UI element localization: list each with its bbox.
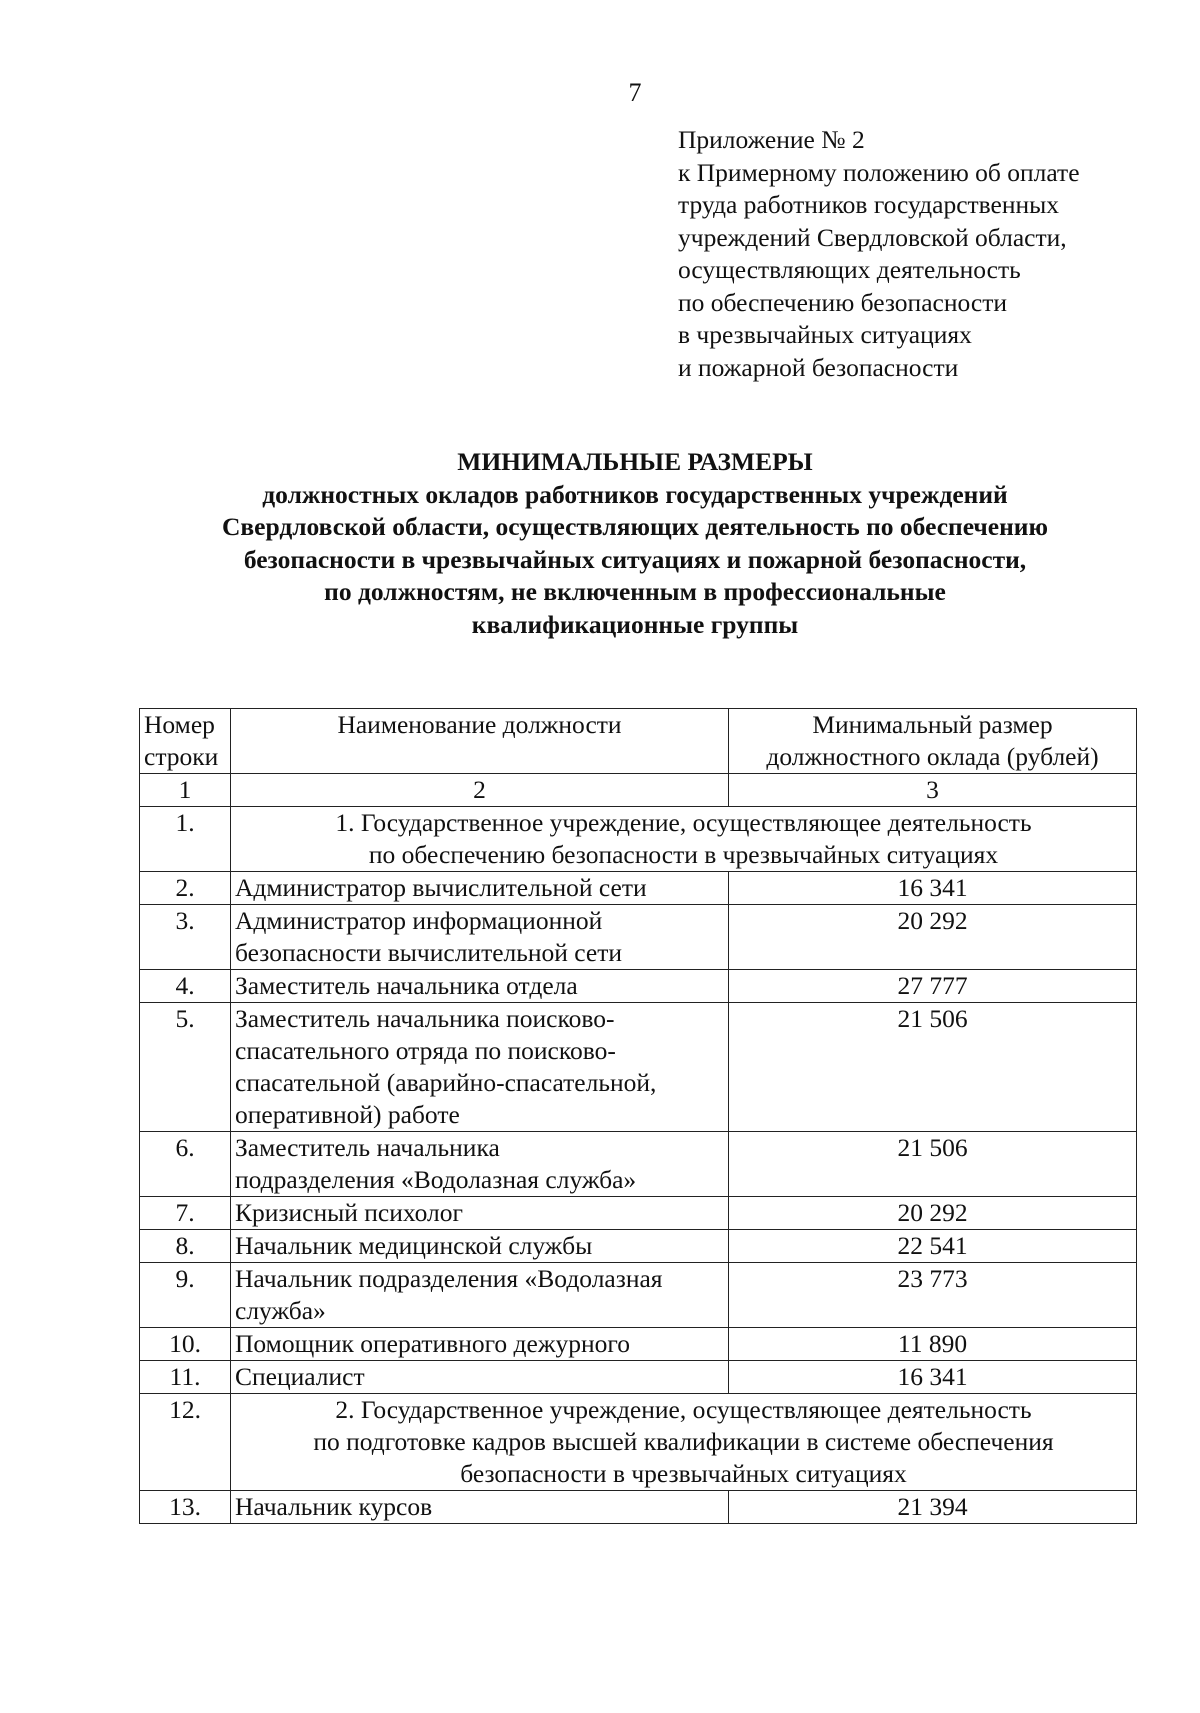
appendix-line: в чрезвычайных ситуациях bbox=[678, 320, 972, 349]
position-name-line: Кризисный психолог bbox=[235, 1198, 463, 1227]
position-name-line: спасательной (аварийно-спасательной, bbox=[235, 1068, 657, 1097]
appendix-line: по обеспечению безопасности bbox=[678, 287, 1007, 317]
position-name bbox=[231, 1491, 729, 1524]
position-name-line: Администратор вычислительной сети bbox=[235, 873, 647, 902]
minimum-salary: 20 292 bbox=[729, 905, 1137, 970]
header-text: Номер bbox=[144, 710, 215, 739]
position-name-line: Начальник курсов bbox=[235, 1492, 433, 1521]
table-row bbox=[140, 1003, 1137, 1132]
table-row bbox=[140, 1328, 1137, 1361]
table-row bbox=[140, 1230, 1137, 1263]
position-name bbox=[231, 1230, 729, 1263]
section-title-line: 1. Государственное учреждение, осуществляющее деятельность bbox=[335, 808, 1032, 837]
position-name bbox=[231, 872, 729, 905]
header-position-name bbox=[231, 709, 729, 774]
section-title-line: по обеспечению безопасности в чрезвычайных ситуациях bbox=[368, 840, 999, 869]
row-number: 5. bbox=[140, 1003, 231, 1132]
title-line: Свердловской области, осуществляющих деятельность по обеспечению bbox=[222, 512, 1048, 541]
row-number: 1. bbox=[140, 807, 231, 872]
header-text: строки bbox=[144, 742, 219, 771]
appendix-line: учреждений Свердловской области, bbox=[678, 222, 1067, 252]
appendix-line: труда работников государственных bbox=[678, 190, 1060, 219]
table-row bbox=[140, 905, 1137, 970]
row-number: 8. bbox=[140, 1230, 231, 1263]
minimum-salary: 23 773 bbox=[729, 1263, 1137, 1328]
title-line: безопасности в чрезвычайных ситуациях и пожарной безопасности, bbox=[243, 544, 1027, 574]
row-number: 12. bbox=[140, 1394, 231, 1491]
section-row bbox=[140, 1394, 1137, 1491]
position-name-line: спасательного отряда по поисково- bbox=[235, 1036, 616, 1065]
table-row bbox=[140, 1361, 1137, 1394]
position-name-line: Администратор информационной bbox=[235, 906, 603, 935]
position-name bbox=[231, 970, 729, 1003]
position-name-line: Помощник оперативного дежурного bbox=[235, 1329, 630, 1358]
table-row bbox=[140, 872, 1137, 905]
position-name bbox=[231, 1132, 729, 1197]
document-title bbox=[0, 446, 1200, 641]
salary-table bbox=[139, 708, 1137, 1524]
row-number: 2. bbox=[140, 872, 231, 905]
position-name-line: безопасности вычислительной сети bbox=[235, 938, 623, 967]
minimum-salary: 16 341 bbox=[729, 1361, 1137, 1394]
section-title-line: безопасности в чрезвычайных ситуациях bbox=[460, 1459, 907, 1488]
column-index: 1 bbox=[140, 774, 231, 807]
position-name-line: служба» bbox=[235, 1296, 326, 1325]
row-number: 11. bbox=[140, 1361, 231, 1394]
page-number: 7 bbox=[628, 78, 642, 107]
minimum-salary: 20 292 bbox=[729, 1197, 1137, 1230]
minimum-salary: 16 341 bbox=[729, 872, 1137, 905]
header-row-number bbox=[140, 709, 231, 774]
minimum-salary: 21 506 bbox=[729, 1132, 1137, 1197]
header-text: Наименование должности bbox=[337, 710, 622, 739]
minimum-salary: 22 541 bbox=[729, 1230, 1137, 1263]
column-index-row bbox=[140, 774, 1137, 807]
row-number: 13. bbox=[140, 1491, 231, 1524]
table-row bbox=[140, 970, 1137, 1003]
position-name-line: Заместитель начальника поисково- bbox=[235, 1004, 615, 1033]
position-name-line: Заместитель начальника bbox=[235, 1133, 500, 1162]
position-name bbox=[231, 1197, 729, 1230]
minimum-salary: 21 394 bbox=[729, 1491, 1137, 1524]
position-name bbox=[231, 1328, 729, 1361]
appendix-line: к Примерному положению об оплате bbox=[678, 157, 1080, 187]
appendix-line: и пожарной безопасности bbox=[678, 352, 959, 382]
table-row bbox=[140, 1132, 1137, 1197]
row-number: 4. bbox=[140, 970, 231, 1003]
appendix-line: осуществляющих деятельность bbox=[678, 255, 1021, 284]
header-text: должностного оклада (рублей) bbox=[766, 742, 1099, 771]
title-line: должностных окладов работников государственных учреждений bbox=[262, 479, 1008, 509]
section-title-line: 2. Государственное учреждение, осуществляющее деятельность bbox=[335, 1395, 1032, 1424]
position-name bbox=[231, 1263, 729, 1328]
position-name-line: Начальник подразделения «Водолазная bbox=[235, 1264, 663, 1293]
position-name-line: подразделения «Водолазная служба» bbox=[235, 1165, 637, 1194]
title-line: по должностям, не включенным в профессиональные bbox=[324, 577, 946, 606]
table-header-row bbox=[140, 709, 1137, 774]
title-line: МИНИМАЛЬНЫЕ РАЗМЕРЫ bbox=[457, 447, 813, 476]
header-minimum-salary bbox=[729, 709, 1137, 774]
table-body bbox=[140, 807, 1137, 1524]
minimum-salary: 27 777 bbox=[729, 970, 1137, 1003]
section-title bbox=[231, 807, 1137, 872]
column-index: 2 bbox=[231, 774, 729, 807]
table-row bbox=[140, 1491, 1137, 1524]
row-number: 6. bbox=[140, 1132, 231, 1197]
column-index: 3 bbox=[729, 774, 1137, 807]
table-row bbox=[140, 1263, 1137, 1328]
position-name-line: оперативной) работе bbox=[235, 1100, 460, 1129]
row-number: 3. bbox=[140, 905, 231, 970]
section-row bbox=[140, 807, 1137, 872]
row-number: 9. bbox=[140, 1263, 231, 1328]
position-name bbox=[231, 1003, 729, 1132]
section-title-line: по подготовке кадров высшей квалификации в системе обеспечения bbox=[313, 1427, 1054, 1456]
minimum-salary: 11 890 bbox=[729, 1328, 1137, 1361]
table-row bbox=[140, 1197, 1137, 1230]
position-name bbox=[231, 1361, 729, 1394]
minimum-salary: 21 506 bbox=[729, 1003, 1137, 1132]
section-title bbox=[231, 1394, 1137, 1491]
row-number: 7. bbox=[140, 1197, 231, 1230]
position-name-line: Специалист bbox=[235, 1362, 365, 1391]
appendix-line: Приложение № 2 bbox=[678, 125, 865, 154]
position-name-line: Заместитель начальника отдела bbox=[235, 971, 578, 1000]
position-name bbox=[231, 905, 729, 970]
row-number: 10. bbox=[140, 1328, 231, 1361]
title-line: квалификационные группы bbox=[471, 609, 799, 639]
position-name-line: Начальник медицинской службы bbox=[235, 1231, 593, 1260]
header-text: Минимальный размер bbox=[812, 710, 1053, 739]
appendix-reference bbox=[678, 124, 1080, 384]
